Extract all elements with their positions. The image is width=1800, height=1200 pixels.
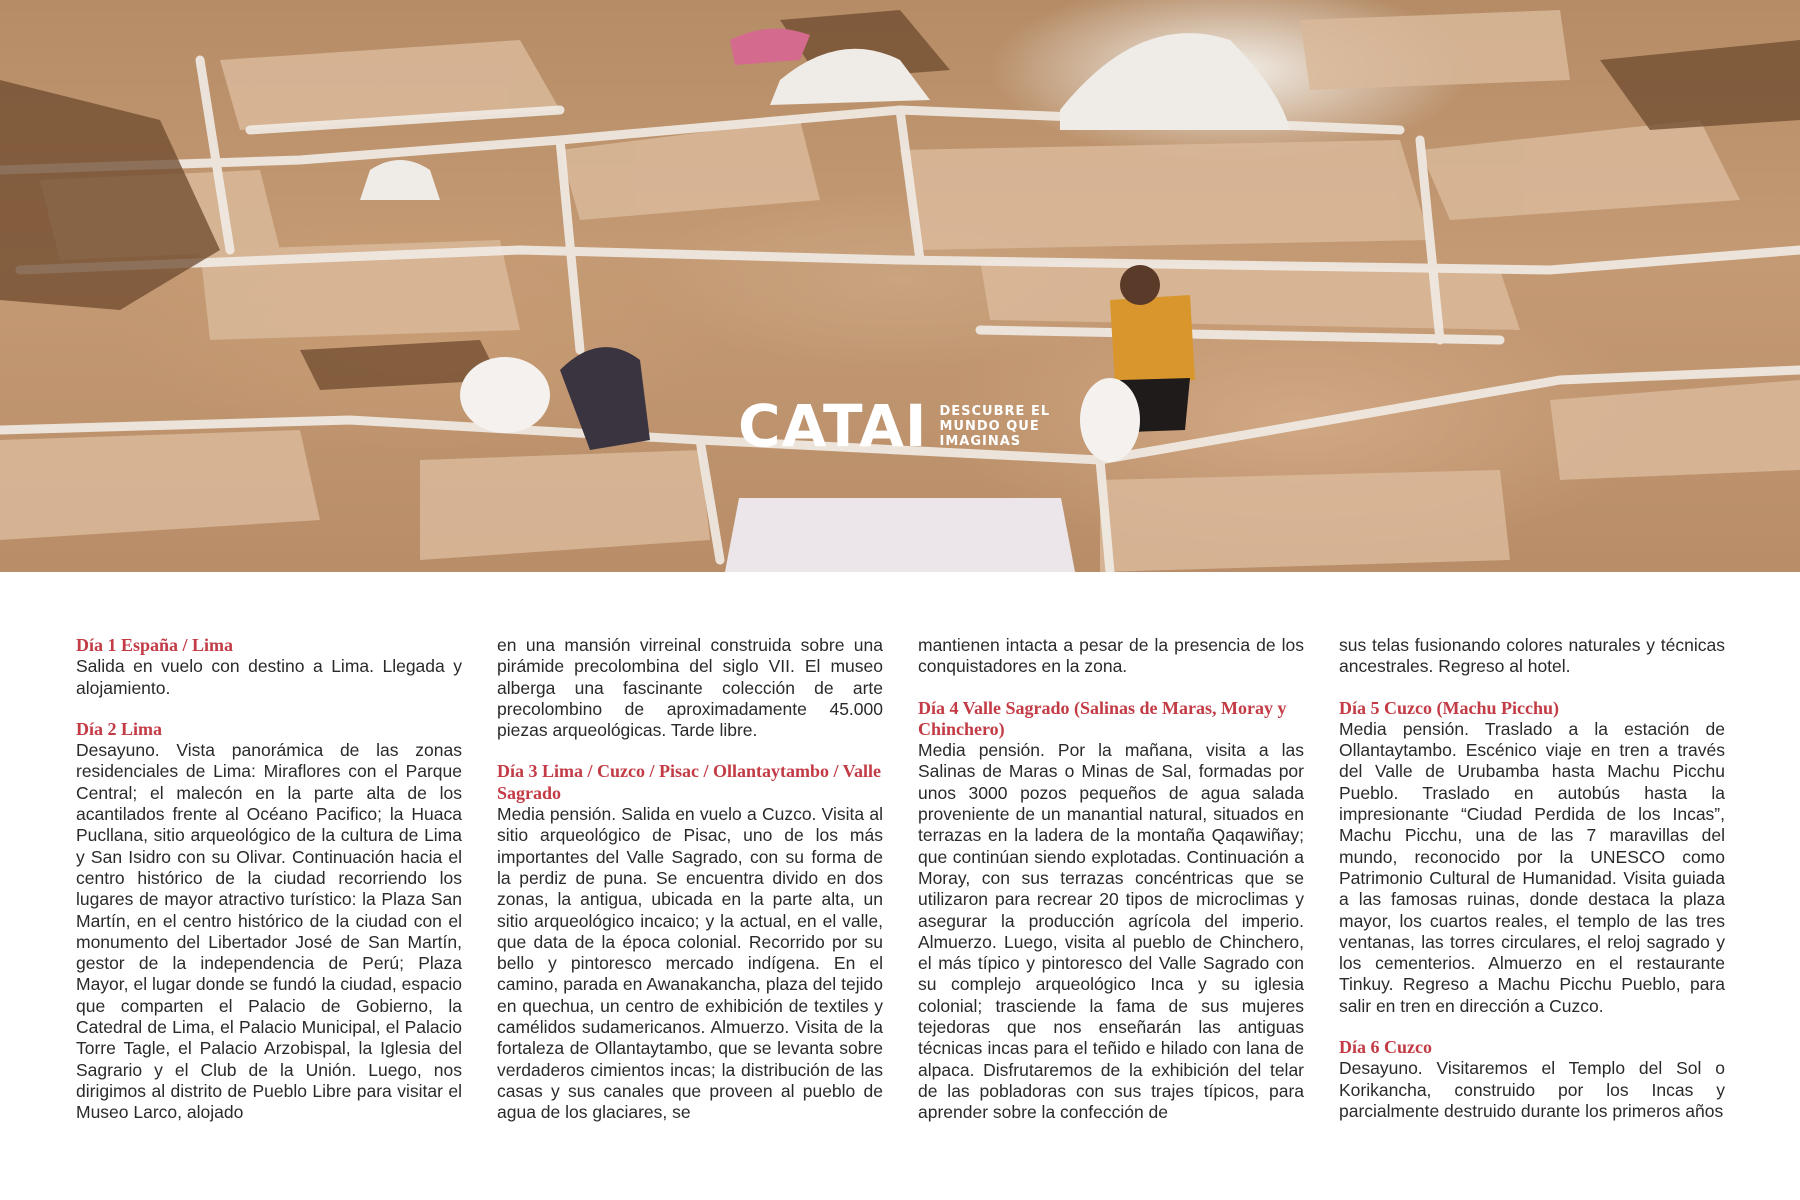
day-text: Media pensión. Por la mañana, visita a las Salinas de Maras o Minas de Sal, formadas por unos 3000 pozos pequeños de agua salada proveniente de un manantial natural, situados en terrazas en la ladera de la montaña Qaqawiñay; que continúan siendo explotadas. Continuación a Moray, con sus terrazas concéntricas que se utilizaron para recrear 20 tipos de microclimas y asegurar la producción agrícola del imperio. Almuerzo. Luego, visita al pueblo de Chinchero, el más típico y pintoresco del Valle Sagrado con su complejo arqueológico Inca y su iglesia colonial; trasciende la fama de sus mujeres tejedoras que nos enseñarán las antiguas técnicas incas para el teñido e hilado con lana de alpaca. Disfrutaremos de la exhibición del telar de las pobladoras con sus trajes típicos, para aprender sobre la confección de <box>918 740 1304 1123</box>
day-text: en una mansión virreinal construida sobre una pirámide precolombina del siglo VII. El museo alberga una fascinante colección de arte precolombino de aproximadamente 45.000 piezas arqueológicas. Tarde libre. <box>497 635 883 741</box>
day-text: Media pensión. Salida en vuelo a Cuzco. Visita al sitio arqueológico de Pisac, uno de los más importantes del Valle Sagrado, con su forma de la perdiz de puna. Se encuentra divido en dos zonas, la antigua, ubicada en la parte alta, un sitio arqueológico incaico; y la actual, en el valle, que data de la época colonial. Recorrido por su bello y pintoresco mercado indígena. En el camino, parada en Awanakancha, plaza del tejido en quechua, un centro de exhibición de textiles y camélidos sudamericanos. Almuerzo. Visita de la fortaleza de Ollantaytambo, que se levanta sobre verdaderos cimientos incas; la distribución de las casas y sus canales que proveen al pueblo de agua de los glaciares, se <box>497 804 883 1123</box>
day-title: Día 3 Lima / Cuzco / Pisac / Ollantaytambo / Valle Sagrado <box>497 761 882 803</box>
day-text: sus telas fusionando colores naturales y técnicas ancestrales. Regreso al hotel. <box>1339 635 1725 677</box>
day-text: mantienen intacta a pesar de la presencia de los conquistadores en la zona. <box>918 635 1304 677</box>
column-4 <box>1339 635 1725 1142</box>
itinerary-day <box>76 635 462 699</box>
day-title: Día 5 Cuzco (Machu Picchu) <box>1339 697 1559 718</box>
column-3 <box>918 635 1304 1144</box>
itinerary-day <box>1339 1037 1725 1122</box>
day-title: Día 4 Valle Sagrado (Salinas de Maras, Moray y Chinchero) <box>918 697 1287 739</box>
itinerary-day <box>76 719 462 1124</box>
itinerary-columns <box>76 635 1726 1155</box>
itinerary-day <box>1339 635 1725 678</box>
brand-tagline-line: DESCUBRE EL <box>939 403 1051 419</box>
day-title: Día 2 Lima <box>76 718 163 739</box>
itinerary-day <box>918 698 1304 1124</box>
itinerary-day <box>497 635 883 741</box>
column-1 <box>76 635 462 1144</box>
catai-logo <box>738 392 1051 460</box>
hero-photo-salinas <box>0 0 1800 572</box>
column-2 <box>497 635 883 1144</box>
brand-tagline <box>939 404 1050 449</box>
salt-pond-terraces <box>0 0 1800 572</box>
day-text: Desayuno. Vista panorámica de las zonas residenciales de Lima: Miraflores con el Parque Central; el malecón en la parte alta de los acantilados frente al Océano Pacifico; la Huaca Pucllana, sitio arqueológico de la cultura de Lima y San Isidro con su Olivar. Continuación hacia el centro histórico de la ciudad recorriendo los lugares de mayor atractivo turístico: la Plaza San Martín, en el centro histórico de la ciudad con el monumento del Libertador José de San Martín, gestor de la independencia de Perú; Plaza Mayor, el lugar donde se fundó la ciudad, espacio que comparten el Palacio de Gobierno, la Catedral de Lima, el Palacio Municipal, el Palacio Torre Tagle, el Palacio Arzobispal, la Iglesia del Sagrario y el Club de la Unión. Luego, nos dirigimos al distrito de Pueblo Libre para visitar el Museo Larco, alojado <box>76 740 462 1123</box>
day-text: Salida en vuelo con destino a Lima. Llegada y alojamiento. <box>76 656 462 698</box>
brand-tagline-line: MUNDO QUE <box>939 418 1040 434</box>
day-title: Día 6 Cuzco <box>1339 1037 1432 1058</box>
brand-tagline-line: IMAGINAS <box>939 433 1022 449</box>
brand-name: CATAI <box>738 392 928 460</box>
day-text: Media pensión. Traslado a la estación de Ollantaytambo. Escénico viaje en tren a través del Valle de Urubamba hasta Machu Picchu Pueblo. Traslado en autobús hasta la impresionante “Ciudad Perdida de los Incas”, Machu Picchu, una de las 7 maravillas del mundo, reconocido por la UNESCO como Patrimonio Cultural de Humanidad. Visita guiada a las famosas ruinas, donde destaca la plaza mayor, los cuartos reales, el templo de las tres ventanas, las torres circulares, el reloj sagrado y los cementerios. Almuerzo en el restaurante Tinkuy. Regreso a Machu Picchu Pueblo, para salir en tren en dirección a Cuzco. <box>1339 718 1725 1016</box>
itinerary-day <box>497 761 883 1123</box>
day-title: Día 1 España / Lima <box>76 635 234 655</box>
page-tab-decoration <box>725 498 1075 572</box>
itinerary-day <box>918 635 1304 678</box>
itinerary-day <box>1339 698 1725 1017</box>
day-text: Desayuno. Visitaremos el Templo del Sol o Korikancha, construido por los Incas y parcialmente destruido durante los primeros años <box>1339 1058 1725 1121</box>
